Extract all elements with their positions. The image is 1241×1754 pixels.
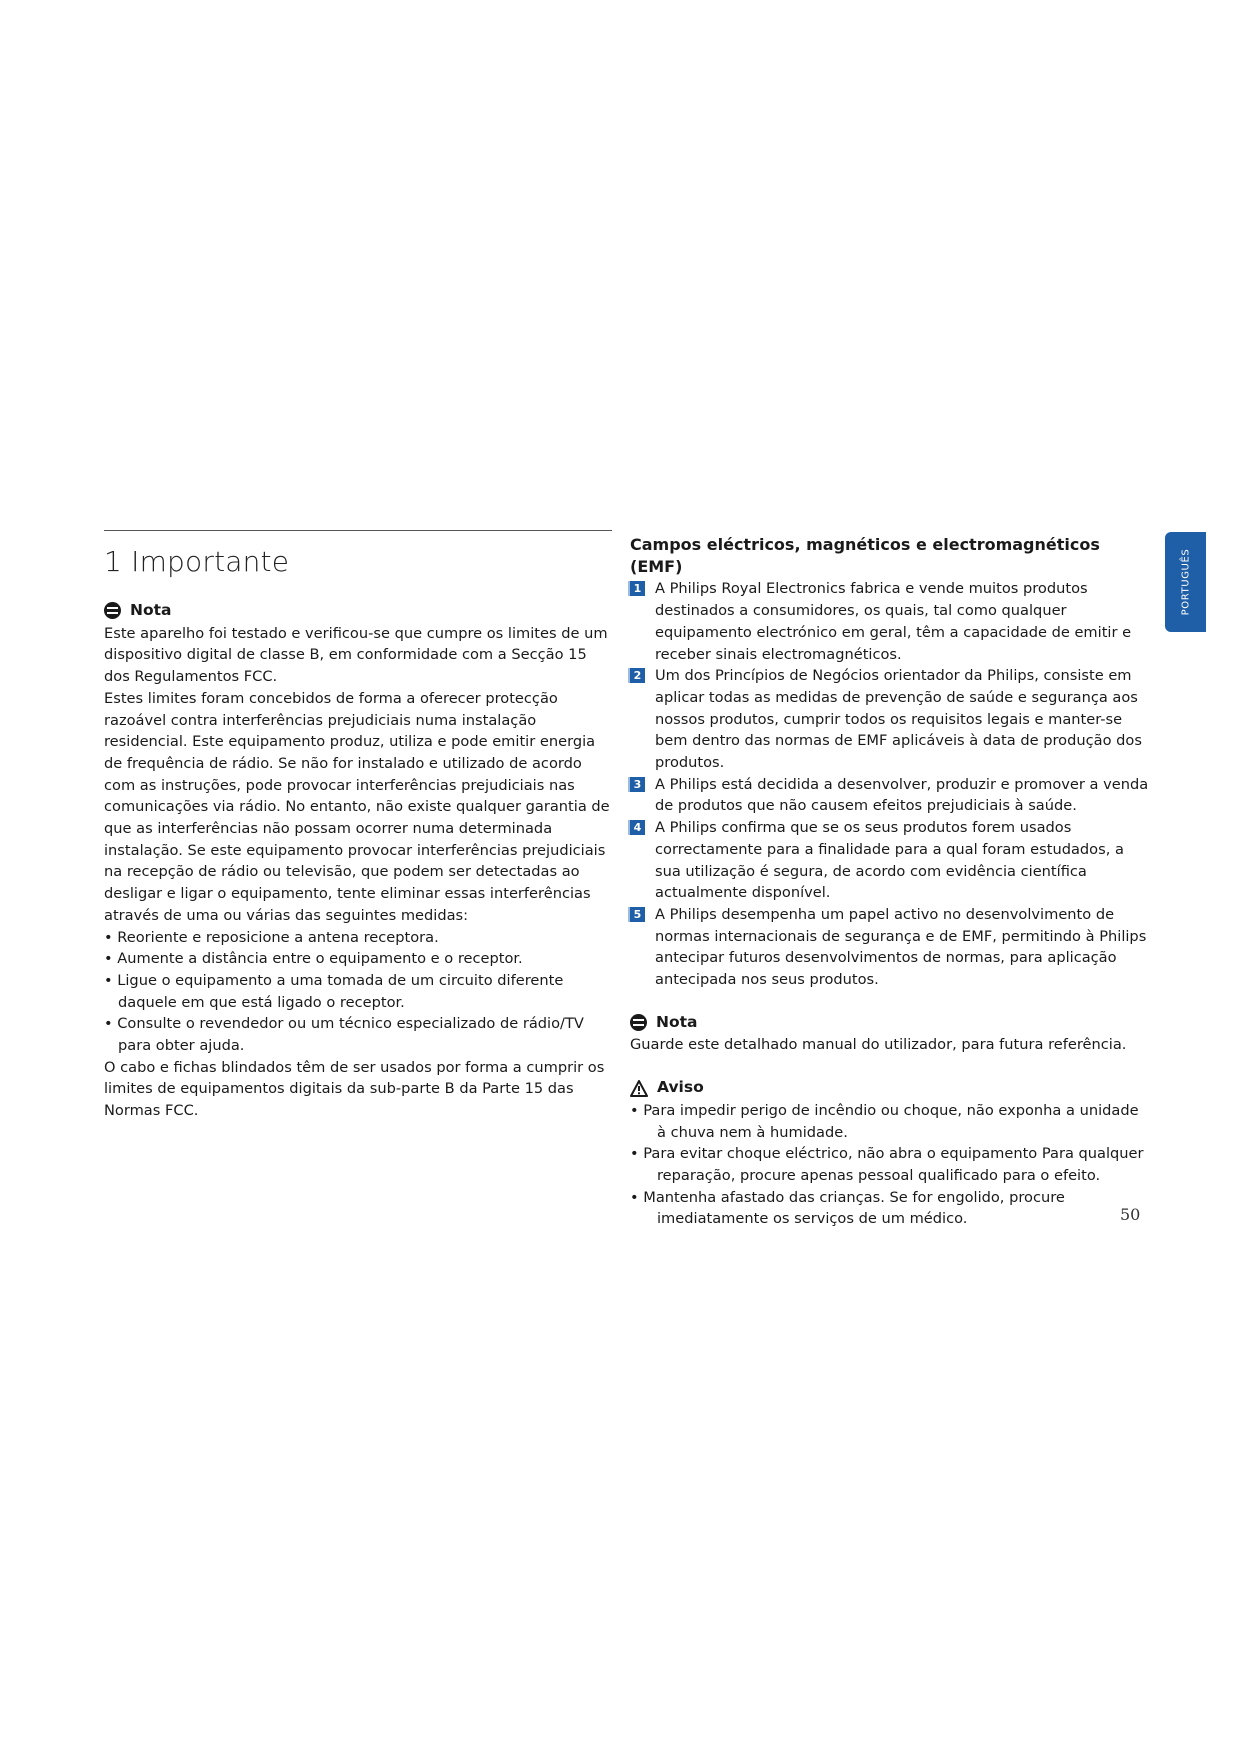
emf-item-text: A Philips está decidida a desenvolver, produzir e promover a venda de produtos que não causem efeitos prejudiciais à saúde. xyxy=(655,775,1149,815)
warning-heading xyxy=(630,1077,1150,1099)
bullet-item: • Ligue o equipamento a uma tomada de um circuito diferente daquele em que está ligado o receptor. xyxy=(104,971,564,1011)
bullet-item: • Reoriente e reposicione a antena receptora. xyxy=(104,928,439,946)
emf-item xyxy=(630,774,1150,817)
left-column xyxy=(104,600,614,1122)
emf-item-text: A Philips Royal Electronics fabrica e vende muitos produtos destinados a consumidores, os quais, tal como qualquer equipamento electrónico em geral, têm a capacidade de emitir e receber sinais electromagnéticos. xyxy=(655,580,1132,663)
warning-heading-label: Aviso xyxy=(657,1078,704,1097)
page-number: 50 xyxy=(1120,1205,1141,1224)
section-divider xyxy=(104,530,612,531)
warning-icon xyxy=(630,1080,648,1097)
note-text: Guarde este detalhado manual do utilizador, para futura referência. xyxy=(630,1036,1127,1054)
warning-bullet: • Mantenha afastado das crianças. Se for engolido, procure imediatamente os serviços de um médico. xyxy=(630,1188,1065,1228)
emf-heading: Campos eléctricos, magnéticos e electromagnéticos (EMF) xyxy=(630,535,1100,576)
emf-item xyxy=(630,578,1150,665)
number-badge: 2 xyxy=(630,668,645,683)
emf-item xyxy=(630,904,1150,991)
note-icon xyxy=(104,602,121,619)
note-heading-label: Nota xyxy=(130,601,172,619)
bullet-item: • Aumente a distância entre o equipamento e o receptor. xyxy=(104,950,523,968)
number-badge: 1 xyxy=(630,581,645,596)
language-tab-label: PORTUGUÊS xyxy=(1180,548,1191,616)
note-heading xyxy=(104,600,614,622)
number-badge: 4 xyxy=(630,820,645,835)
emf-item-text: Um dos Princípios de Negócios orientador da Philips, consiste em aplicar todas as medidas de prevenção de saúde e segurança aos nossos produtos, cumprir todos os requisitos legais e manter-se bem dentro das normas de EMF aplicáveis à data de produção dos produtos. xyxy=(655,667,1142,772)
language-tab xyxy=(1165,532,1206,632)
chapter-title: 1 Importante xyxy=(104,545,290,578)
note-heading xyxy=(630,1012,1150,1034)
note-closing: O cabo e fichas blindados têm de ser usados por forma a cumprir os limites de equipamentos digitais da sub-parte B da Parte 15 das Normas FCC. xyxy=(104,1058,605,1120)
emf-item xyxy=(630,665,1150,774)
number-badge: 3 xyxy=(630,777,645,792)
emf-item-text: A Philips confirma que se os seus produtos forem usados correctamente para a finalidade para a qual foram estudados, a sua utilização é segura, de acordo com evidência científica actualmente disponível. xyxy=(655,819,1124,902)
emf-item-text: A Philips desempenha um papel activo no desenvolvimento de normas internacionais de segurança e de EMF, permitindo à Philips antecipar futuros desenvolvimentos de normas, para aplicação antecipada nos seus produtos. xyxy=(655,905,1147,989)
note-paragraph: Estes limites foram concebidos de forma a oferecer protecção razoável contra interferências prejudiciais numa instalação residencial. Este equipamento produz, utiliza e pode emitir energia de frequência de rádio. Se não for instalado e utilizado de acordo com as instruções, pode provocar interferências prejudiciais nas comunicações via rádio. No entanto, não existe qualquer garantia de que as interferências não possam ocorrer numa determinada instalação. Se este equipamento provocar interferências prejudiciais na recepção de rádio ou televisão, que podem ser detectadas ao desligar e ligar o equipamento, tente eliminar essas interferências através de uma ou várias das seguintes medidas: xyxy=(104,689,610,924)
note-heading-label: Nota xyxy=(656,1012,698,1031)
bullet-item: • Consulte o revendedor ou um técnico especializado de rádio/TV para obter ajuda. xyxy=(104,1015,584,1055)
right-column xyxy=(630,534,1150,1230)
warning-bullet: • Para evitar choque eléctrico, não abra o equipamento Para qualquer reparação, procure apenas pessoal qualificado para o efeito. xyxy=(630,1145,1144,1184)
note-icon xyxy=(630,1014,647,1031)
number-badge: 5 xyxy=(630,907,645,922)
warning-bullet: • Para impedir perigo de incêndio ou choque, não exponha a unidade à chuva nem à humidade. xyxy=(630,1101,1139,1141)
note-paragraph: Este aparelho foi testado e verificou-se que cumpre os limites de um dispositivo digital de classe B, em conformidade com a Secção 15 dos Regulamentos FCC. xyxy=(104,624,608,686)
emf-item xyxy=(630,817,1150,904)
